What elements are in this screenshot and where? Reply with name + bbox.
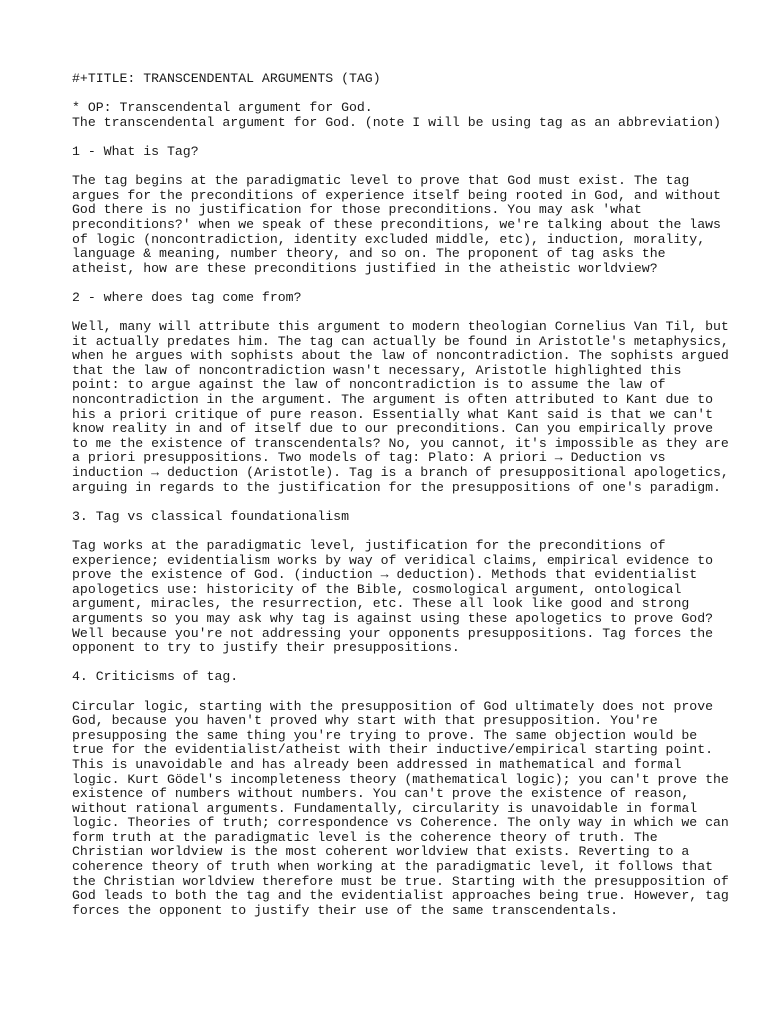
paragraph-line: logic. Kurt Gödel's incompleteness theory (mathematical logic); you can't prove the [72, 771, 729, 787]
paragraph-line: This is unavoidable and has already been addressed in mathematical and formal [72, 756, 682, 772]
paragraph-line: arguments so you may ask why tag is against using these apologetics to prove God? [72, 610, 714, 626]
paragraph-line: to me the existence of transcendentals? No, you cannot, it's impossible as they are [72, 435, 729, 451]
section-paragraph [72, 698, 729, 919]
paragraph-line: opponent to try to justify their presuppositions. [72, 640, 460, 656]
paragraph-line: presupposing the same thing you're trying to prove. The same objection would be [72, 727, 698, 743]
paragraph-line: the Christian worldview therefore must be true. Starting with the presupposition of [72, 873, 729, 889]
section-paragraph [72, 173, 721, 276]
spacer [72, 306, 712, 321]
section-heading: 3. Tag vs classical foundationalism [72, 508, 349, 524]
document-page [72, 71, 729, 918]
paragraph-line: forces the opponent to justify their use of the same transcendentals. [72, 902, 619, 918]
section-heading: 2 - where does tag come from? [72, 289, 302, 305]
paragraph-line: God, because you haven't proved why start with that presupposition. You're [72, 713, 658, 729]
paragraph-line: that the law of noncontradiction wasn't necessary, Aristotle highlighted this [72, 362, 682, 378]
spacer [72, 87, 712, 102]
paragraph-line: God leads to both the tag and the evidentialist approaches being true. However, tag [72, 888, 729, 904]
section-paragraph [72, 539, 712, 656]
paragraph-line: argues for the preconditions of experience itself being rooted in God, and without [72, 187, 721, 203]
paragraph-line: it actually predates him. The tag can actually be found in Aristotle's metaphysics, [72, 333, 729, 349]
op-heading: * OP: Transcendental argument for God. [72, 100, 373, 116]
paragraph-line: Christian worldview is the most coherent worldview that exists. Reverting to a [72, 844, 690, 860]
paragraph-line: induction → deduction (Aristotle). Tag is a branch of presuppositional apologetics, [72, 465, 729, 481]
paragraph-line: Well, many will attribute this argument to modern theologian Cornelius Van Til, but [72, 319, 729, 335]
paragraph-line: preconditions?' when we speak of these preconditions, we're talking about the laws [72, 216, 721, 232]
section-paragraph [72, 319, 729, 495]
document-title: #+TITLE: TRANSCENDENTAL ARGUMENTS (TAG) [72, 71, 381, 86]
paragraph-line: apologetics use: historicity of the Bible, cosmological argument, ontological [72, 581, 682, 597]
spacer [72, 130, 712, 145]
intro-line: The transcendental argument for God. (note I will be using tag as an abbreviation) [72, 114, 721, 130]
paragraph-line: The tag begins at the paradigmatic level to prove that God must exist. The tag [72, 173, 690, 189]
spacer [72, 685, 712, 700]
paragraph-line: experience; evidentialism works by way of veridical claims, empirical evidence to [72, 552, 714, 568]
paragraph-line: without rational arguments. Fundamentally, circularity is unavoidable in formal [72, 800, 698, 816]
spacer [72, 495, 712, 510]
paragraph-line: Well because you're not addressing your opponents presuppositions. Tag forces the [72, 625, 714, 641]
paragraph-line: know reality in and of itself due to our preconditions. Can you empirically prove [72, 421, 714, 437]
paragraph-line: form truth at the paradigmatic level is the coherence theory of truth. The [72, 829, 658, 845]
paragraph-line: prove the existence of God. (induction → deduction). Methods that evidentialist [72, 567, 698, 583]
paragraph-line: logic. Theories of truth; correspondence vs Coherence. The only way in which we can [72, 815, 729, 831]
paragraph-line: language & meaning, number theory, and so on. The proponent of tag asks the [72, 246, 666, 262]
paragraph-line: existence of numbers without numbers. You can't prove the existence of reason, [72, 786, 690, 802]
paragraph-line: Circular logic, starting with the presupposition of God ultimately does not prove [72, 698, 714, 714]
paragraph-line: point: to argue against the law of noncontradiction is to assume the law of [72, 377, 666, 393]
section-heading: 1 - What is Tag? [72, 143, 199, 159]
paragraph-line: God there is no justification for those preconditions. You may ask 'what [72, 202, 642, 218]
spacer [72, 656, 712, 671]
spacer [72, 160, 712, 175]
paragraph-line: true for the evidentialist/atheist with their inductive/empirical starting point. [72, 742, 714, 758]
paragraph-line: when he argues with sophists about the law of noncontradiction. The sophists argued [72, 348, 729, 364]
section-heading: 4. Criticisms of tag. [72, 669, 239, 685]
paragraph-line: arguing in regards to the justification for the presuppositions of one's paradigm. [72, 479, 721, 495]
sections-container [72, 143, 729, 918]
spacer [72, 276, 712, 291]
paragraph-line: noncontradiction in the argument. The argument is often attributed to Kant due to [72, 392, 714, 408]
paragraph-line: of logic (noncontradiction, identity excluded middle, etc), induction, morality, [72, 231, 706, 247]
spacer [72, 524, 712, 539]
paragraph-line: coherence theory of truth when working at the paradigmatic level, it follows that [72, 859, 714, 875]
paragraph-line: a priori presuppositions. Two models of tag: Plato: A priori → Deduction vs [72, 450, 666, 466]
paragraph-line: argument, miracles, the resurrection, etc. These all look like good and strong [72, 596, 690, 612]
paragraph-line: Tag works at the paradigmatic level, justification for the preconditions of [72, 538, 666, 553]
paragraph-line: atheist, how are these preconditions justified in the atheistic worldview? [72, 260, 658, 276]
paragraph-line: his a priori critique of pure reason. Essentially what Kant said is that we can't [72, 406, 714, 422]
